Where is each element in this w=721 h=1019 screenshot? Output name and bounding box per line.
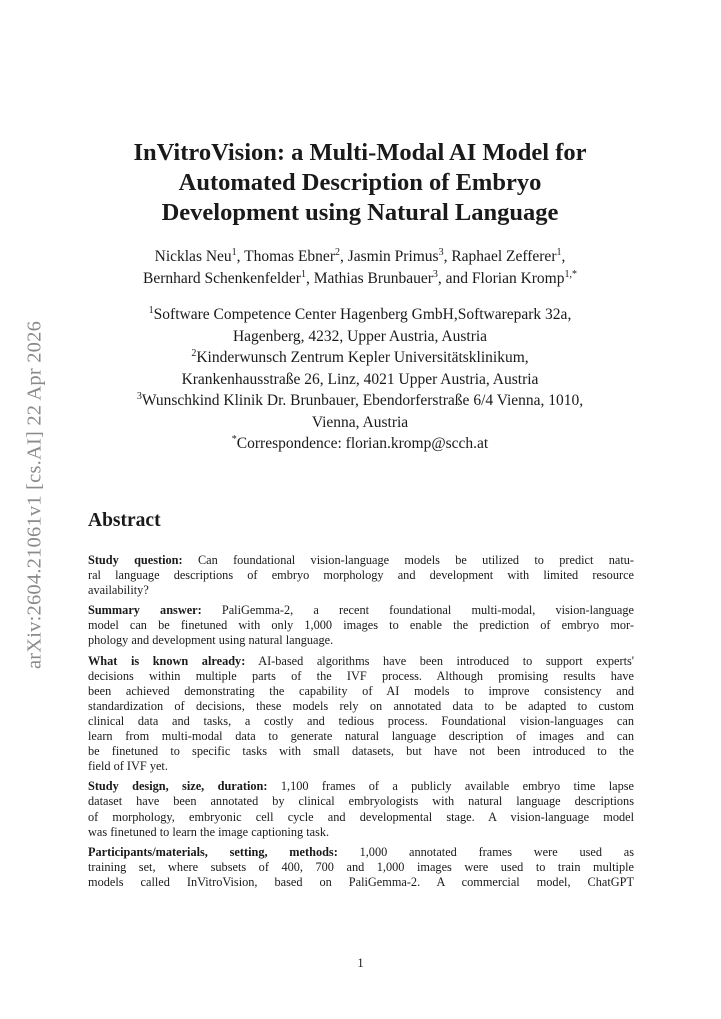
paragraph-line: decisions within multiple parts of the IVF process. Although promising results have: [88, 668, 634, 683]
affiliation-text: Wunschkind Klinik Dr. Brunbauer, Ebendorferstraße 6/4 Vienna, 1010,: [141, 392, 584, 409]
author-affiliation-mark: 1: [231, 247, 237, 258]
title-line: Development using Natural Language: [161, 199, 559, 226]
paragraph-line: been achieved demonstrating the capability of AI models to improve consistency and: [88, 683, 634, 698]
paper-title: [60, 138, 660, 228]
affiliation-line: [40, 412, 680, 434]
paragraph-line: training set, where subsets of 400, 700 and 1,000 images were used to train multiple: [88, 859, 634, 874]
paragraph-line: was finetuned to learn the image captioning task.: [88, 824, 330, 839]
abstract-body: [88, 553, 634, 895]
author-line-2: Bernhard Schenkenfelder$^1$, Mathias Brunbauer$^3$, and Florian Kromp$^{1,*}$: [142, 269, 577, 287]
paragraph-line: PaliGemma-2, a recent foundational multi-modal, vision-language: [221, 603, 634, 618]
author-affiliation-mark: 3: [438, 247, 444, 258]
paragraph-line: clinical data and tasks, a costly and tedious process. Foundational vision-languages can: [88, 713, 634, 728]
affiliation-line: [40, 369, 680, 391]
paragraph-line: 1,100 frames of a publicly available embryo time lapse: [280, 779, 634, 794]
author-affiliation-mark: 1: [300, 269, 306, 280]
affiliation-text: Kinderwunsch Zentrum Kepler Universitätsklinikum,: [196, 349, 529, 366]
author-affiliation-mark: 1,*: [564, 269, 577, 280]
title-line: Automated Description of Embryo: [178, 169, 542, 196]
paragraph-line: AI-based algorithms have been introduced to support experts': [258, 653, 634, 668]
affiliation-list: [40, 304, 680, 455]
abstract-paragraph-participants-methods: [88, 845, 634, 890]
paragraph-line: ral language descriptions of embryo morphology and development with limited resource: [88, 568, 634, 583]
abstract-heading: Abstract: [88, 510, 161, 531]
affiliation-line: [40, 390, 680, 412]
paragraph-line: model can be finetuned with only 1,000 images to enable the prediction of embryo mor-: [88, 618, 634, 633]
affiliation-text: Software Competence Center Hagenberg GmbH,Softwarepark 32a,: [153, 306, 572, 323]
author-name: Bernhard Schenkenfelder: [142, 270, 301, 287]
paragraph-lead: What is known already:: [88, 653, 246, 668]
paragraph-line: field of IVF yet.: [88, 759, 168, 774]
affiliation-mark: 2: [191, 348, 197, 359]
paragraph-line: 1,000 annotated frames were used as: [359, 844, 634, 859]
abstract-paragraph-study-design: [88, 779, 634, 839]
affiliation-line: [40, 326, 680, 348]
paragraph-line: Can foundational vision-language models be utilized to predict natu-: [197, 553, 634, 567]
paragraph-line: be finetuned to specific tasks with small datasets, but have not been introduced to the: [88, 744, 634, 759]
paragraph-lead: Study design, size, duration:: [88, 779, 268, 794]
paragraph-line: models called InVitroVision, based on PaliGemma-2. A commercial model, ChatGPT: [88, 874, 634, 889]
author-affiliation-mark: 3: [432, 269, 438, 280]
paragraph-line: standardization of decisions, these models rely on annotated data to be adapted to custom: [88, 698, 634, 713]
author-line-1: Nicklas Neu$^1$, Thomas Ebner$^2$, Jasmin Primus$^3$, Raphael Zefferer$^1$,: [154, 247, 566, 265]
arxiv-identifier-text: arXiv:2604.21061v1 [cs.AI] 22 Apr 2026: [23, 320, 46, 670]
correspondence-line: [40, 433, 680, 455]
paragraph-line: of morphology, embryonic cell cycle and developmental stage. A vision-language model: [88, 809, 634, 824]
author-affiliation-mark: 1: [556, 247, 562, 258]
paragraph-line: dataset have been annotated by clinical embryologists with natural language descriptions: [88, 794, 634, 809]
title-line: InVitroVision: a Multi-Modal AI Model for: [133, 139, 587, 166]
affiliation-text: Vienna, Austria: [311, 413, 409, 431]
affiliation-text: Krankenhausstraße 26, Linz, 4021 Upper Austria, Austria: [181, 370, 539, 388]
author-name: Raphael Zefferer: [451, 248, 557, 265]
paragraph-line: availability?: [88, 583, 149, 598]
author-affiliation-mark: 2: [334, 247, 340, 258]
affiliation-line: [40, 347, 680, 369]
page-number: 1: [357, 956, 364, 970]
abstract-paragraph-summary-answer: [88, 603, 634, 648]
paragraph-line: phology and development using natural language.: [88, 633, 334, 648]
paragraph-lead: Participants/materials, setting, methods:: [88, 844, 338, 859]
author-name: Thomas Ebner: [244, 248, 335, 265]
affiliation-line: [40, 304, 680, 326]
correspondence-text: Correspondence: florian.kromp@scch.at: [236, 435, 489, 452]
paragraph-lead: Study question:: [88, 553, 183, 567]
paragraph-lead: Summary answer:: [88, 603, 202, 618]
affiliation-text: Hagenberg, 4232, Upper Austria, Austria: [232, 327, 488, 345]
correspondence-mark: *: [231, 434, 237, 445]
author-name: and Florian Kromp: [445, 270, 565, 287]
abstract-paragraph-study-question: [88, 553, 634, 598]
affiliation-mark: 1: [148, 305, 154, 316]
author-name: Nicklas Neu: [154, 248, 232, 265]
affiliation-mark: 3: [136, 391, 142, 402]
author-list: [40, 246, 680, 290]
abstract-paragraph-known-already: [88, 654, 634, 775]
paragraph-line: learn from multi-modal data to generate natural language description of images and can: [88, 729, 634, 744]
author-name: Mathias Brunbauer: [313, 270, 433, 287]
author-name: Jasmin Primus: [347, 248, 439, 265]
